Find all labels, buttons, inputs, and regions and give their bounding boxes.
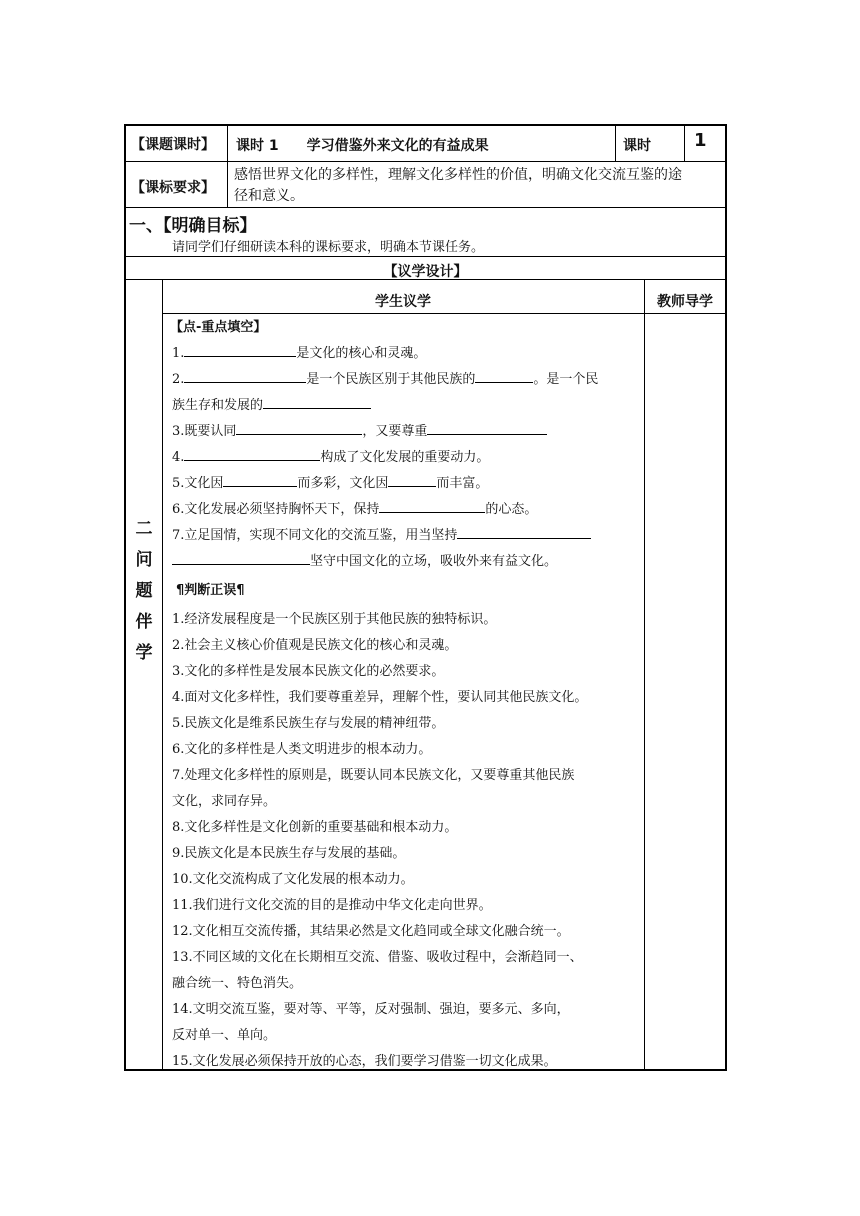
judge-item: 10.文化交流构成了文化发展的根本动力。 — [172, 872, 414, 887]
standard-label: 【课标要求】 — [131, 180, 215, 196]
fill-question-4: 4. 构成了文化发展的重要动力。 — [172, 450, 490, 465]
blank-field[interactable] — [388, 474, 436, 487]
blank-field[interactable] — [184, 344, 296, 357]
judge-item: 2.社会主义核心价值观是民族文化的核心和灵魂。 — [172, 638, 458, 653]
section1-text: 请同学们仔细研读本科的课标要求，明确本节课任务。 — [172, 240, 485, 255]
judge-heading: ¶判断正误¶ — [176, 583, 245, 598]
judge-item: 5.民族文化是维系民族生存与发展的精神纽带。 — [172, 716, 445, 731]
judge-item: 13.不同区域的文化在长期相互交流、借鉴、吸收过程中，会渐趋同一、 — [172, 950, 583, 965]
judge-item: 8.文化多样性是文化创新的重要基础和根本动力。 — [172, 820, 458, 835]
blank-field[interactable] — [263, 396, 371, 409]
blank-field[interactable] — [475, 370, 533, 383]
vertical-char: 伴 — [135, 612, 153, 632]
judge-item: 15.文化发展必须保持开放的心态，我们要学习借鉴一切文化成果。 — [172, 1054, 557, 1069]
blank-field[interactable] — [184, 448, 320, 461]
standard-text-line1: 感悟世界文化的多样性，理解文化多样性的价值，明确文化交流互鉴的途 — [234, 167, 682, 183]
judge-item: 12.文化相互交流传播，其结果必然是文化趋同或全球文化融合统一。 — [172, 924, 570, 939]
standard-text-line2: 径和意义。 — [234, 188, 304, 204]
fill-question-1: 1. 是文化的核心和灵魂。 — [172, 346, 427, 361]
blank-field[interactable] — [184, 370, 306, 383]
judge-item: 1.经济发展程度是一个民族区别于其他民族的独特标识。 — [172, 612, 497, 627]
judge-item: 14.文明交流互鉴，要对等、平等，反对强制、强迫，要多元、多向， — [172, 1002, 570, 1017]
judge-item: 3.文化的多样性是发展本民族文化的必然要求。 — [172, 664, 445, 679]
judge-item-cont: 文化，求同存异。 — [172, 794, 277, 809]
judge-item-cont: 反对单一、单向。 — [172, 1028, 277, 1043]
judge-item: 4.面对文化多样性，我们要尊重差异，理解个性，要认同其他民族文化。 — [172, 690, 588, 705]
section2-vertical-title — [126, 514, 162, 669]
judge-item: 9.民族文化是本民族生存与发展的基础。 — [172, 846, 406, 861]
col-header-student: 学生议学 — [375, 294, 431, 310]
fill-question-5: 5.文化因 而多彩，文化因 而丰富。 — [172, 476, 489, 491]
fill-question-3: 3.既要认同 ，又要尊重 — [172, 420, 547, 439]
blank-field[interactable] — [457, 526, 591, 539]
fill-heading: 【点-重点填空】 — [170, 320, 267, 335]
blank-field[interactable] — [236, 422, 362, 435]
blank-field[interactable] — [379, 500, 485, 513]
blank-field[interactable] — [427, 422, 547, 435]
lesson-label: 【课题课时】 — [131, 137, 215, 153]
lesson-title: 课时 1 学习借鉴外来文化的有益成果 — [236, 138, 489, 154]
judge-item: 11.我们进行文化交流的目的是推动中华文化走向世界。 — [172, 898, 492, 913]
fill-question-6: 6.文化发展必须坚持胸怀天下，保持 的心态。 — [172, 502, 538, 517]
fill-question-7: 7.立足国情，实现不同文化的交流互鉴，用当坚持 — [172, 524, 591, 543]
vertical-char: 学 — [135, 643, 153, 663]
vertical-char: 问 — [135, 550, 153, 570]
blank-field[interactable] — [223, 474, 297, 487]
period-value: 1 — [694, 130, 707, 151]
fill-question-2: 2. 是一个民族区别于其他民族的 。是一个民 — [172, 372, 599, 387]
col-header-teacher: 教师导学 — [657, 294, 713, 310]
vertical-char: 二 — [135, 519, 153, 539]
fill-question-7-cont: 坚守中国文化的立场，吸收外来有益文化。 — [172, 550, 557, 569]
section1-title: 一、【明确目标】 — [129, 216, 257, 236]
period-label: 课时 — [623, 138, 651, 154]
judge-item: 7.处理文化多样性的原则是，既要认同本民族文化，又要尊重其他民族 — [172, 768, 575, 783]
judge-item-cont: 融合统一、特色消失。 — [172, 976, 303, 991]
design-title: 【议学设计】 — [383, 264, 468, 280]
vertical-char: 题 — [135, 581, 153, 601]
judge-item: 6.文化的多样性是人类文明进步的根本动力。 — [172, 742, 432, 757]
fill-question-2-cont: 族生存和发展的 — [172, 394, 371, 413]
blank-field[interactable] — [172, 552, 310, 565]
